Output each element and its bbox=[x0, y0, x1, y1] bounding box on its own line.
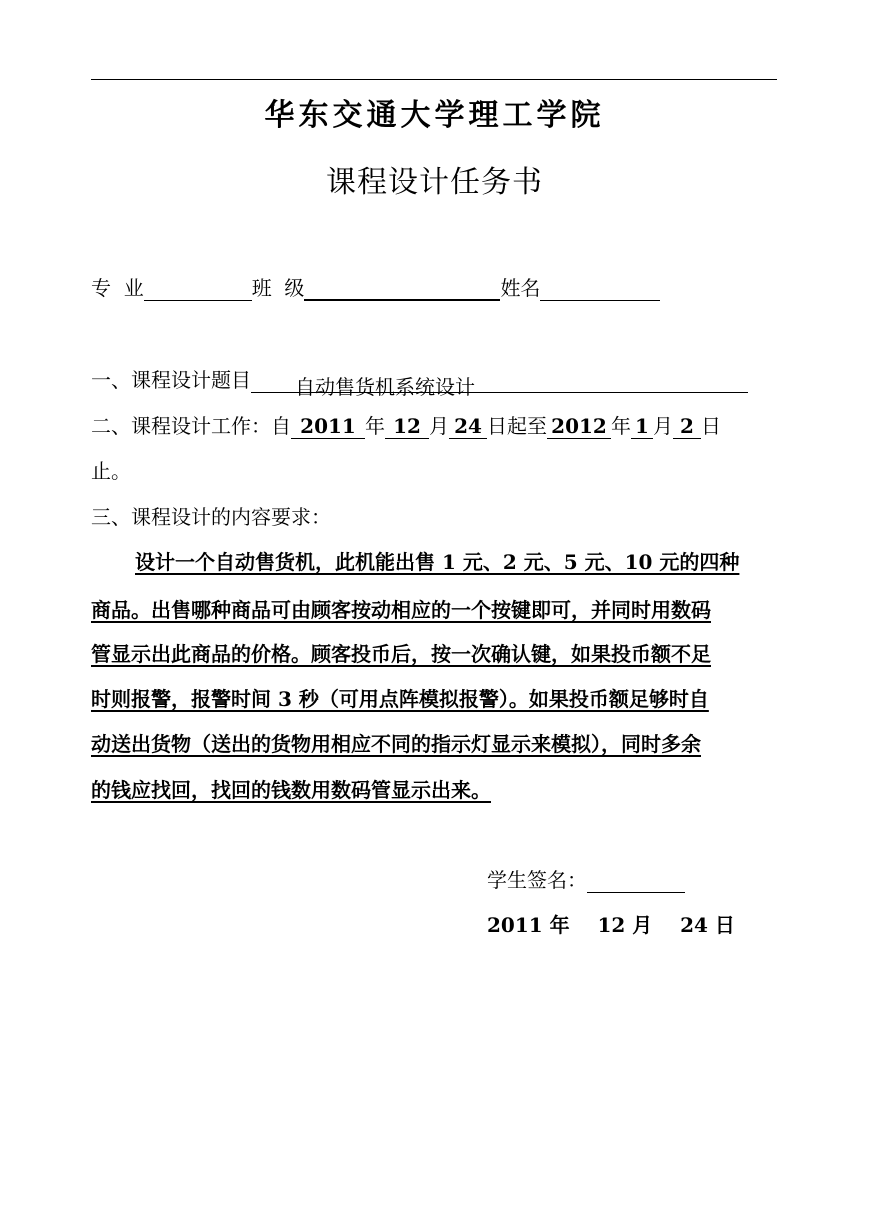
major-blank[interactable] bbox=[144, 278, 252, 301]
top-rule bbox=[91, 79, 777, 80]
requirements-line-1: 设计一个自动售货机，此机能出售 1 元、2 元、5 元、10 元的四种 bbox=[135, 550, 740, 574]
requirements-label: 三、课程设计的内容要求： bbox=[91, 505, 331, 529]
start-month: 12 bbox=[385, 414, 429, 439]
requirements-line-4: 时则报警，报警时间 3 秒（可用点阵模拟报警）。如果投币额足够时自 bbox=[91, 687, 709, 711]
class-blank[interactable] bbox=[304, 277, 500, 301]
info-line bbox=[91, 272, 660, 301]
start-day: 24 bbox=[449, 414, 487, 439]
name-blank[interactable] bbox=[540, 278, 660, 301]
name-label: 姓名 bbox=[500, 276, 541, 300]
document-title: 课程设计任务书 bbox=[326, 165, 543, 200]
school-name: 华东交通大学理工学院 bbox=[264, 98, 605, 133]
schedule-mid: 日起至 bbox=[487, 414, 547, 438]
end-day: 2 bbox=[673, 414, 701, 439]
requirements-line-5: 动送出货物（送出的货物用相应不同的指示灯显示来模拟），同时多余 bbox=[91, 732, 701, 756]
signature-label: 学生签名： bbox=[487, 868, 587, 892]
section-topic bbox=[91, 364, 748, 399]
topic-value: 自动售货机系统设计 bbox=[295, 375, 475, 399]
month-unit-2: 月 bbox=[653, 414, 673, 438]
schedule-label: 二、课程设计工作：自 bbox=[91, 414, 291, 438]
signature-line bbox=[487, 864, 685, 893]
class-label: 班 级 bbox=[251, 276, 305, 300]
year-unit-1: 年 bbox=[365, 414, 385, 438]
month-unit-1: 月 bbox=[429, 414, 449, 438]
schedule-tail: 止。 bbox=[91, 459, 131, 483]
signature-date: 2011 年 12 月 24 日 bbox=[487, 913, 735, 937]
start-year: 2011 bbox=[291, 414, 365, 439]
day-unit: 日 bbox=[701, 414, 721, 438]
requirements-line-6: 的钱应找回，找回的钱数用数码管显示出来。 bbox=[91, 778, 491, 802]
topic-label: 一、课程设计题目 bbox=[91, 368, 251, 392]
year-unit-2: 年 bbox=[611, 414, 631, 438]
end-month: 1 bbox=[631, 414, 653, 439]
section-schedule bbox=[91, 410, 721, 439]
major-label: 专 业 bbox=[91, 276, 144, 300]
requirements-line-2: 商品。出售哪种商品可由顾客按动相应的一个按键即可，并同时用数码 bbox=[91, 598, 711, 622]
topic-field bbox=[251, 371, 748, 399]
requirements-line-3: 管显示出此商品的价格。顾客投币后，按一次确认键，如果投币额不足 bbox=[91, 642, 711, 666]
signature-blank[interactable] bbox=[587, 870, 685, 893]
end-year: 2012 bbox=[547, 414, 611, 439]
